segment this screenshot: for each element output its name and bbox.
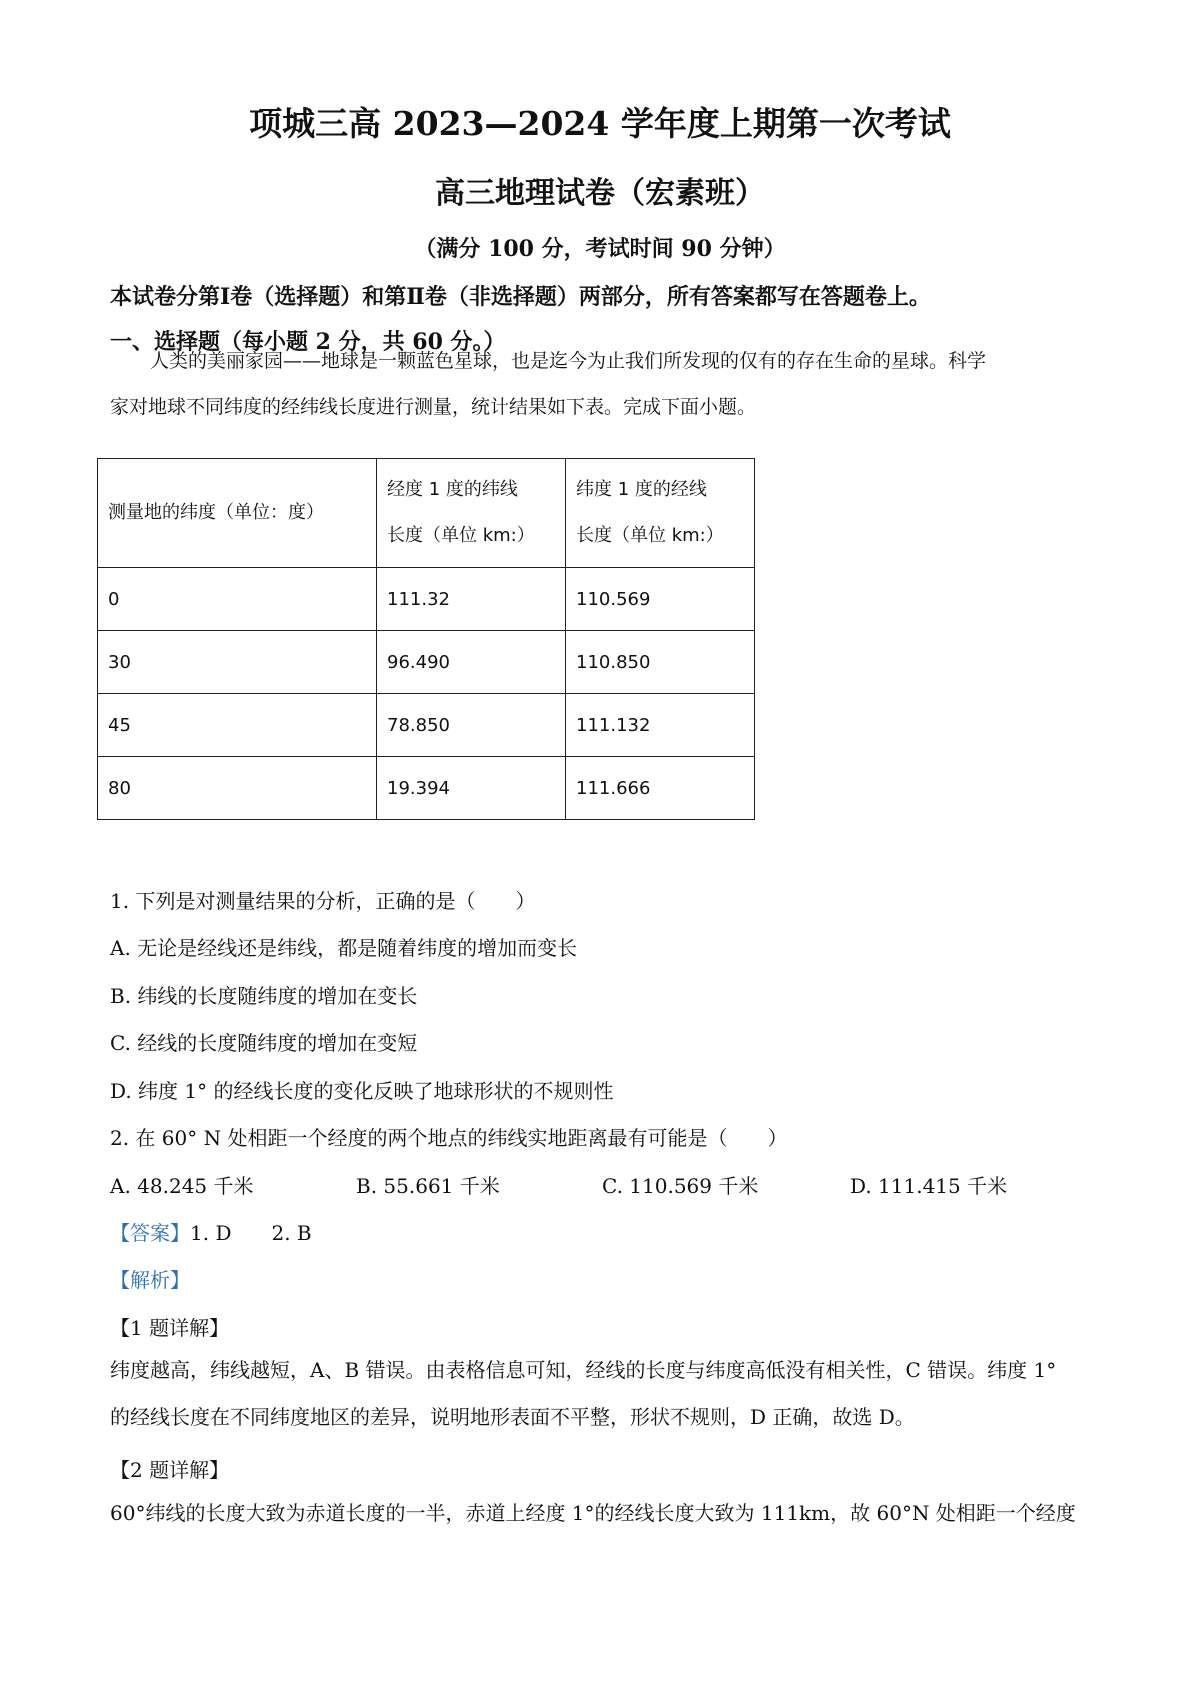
q1-detail-line-2: 的经线长度在不同纬度地区的差异，说明地形表面不平整，形状不规则，D 正确，故选 D。 — [110, 1405, 915, 1429]
table-cell: 111.32 — [377, 568, 566, 631]
header-text: 长度（单位 km:） — [576, 525, 724, 546]
table-row — [98, 631, 755, 694]
q1-detail-line-1: 纬度越高，纬线越短，A、B 错误。由表格信息可知，经线的长度与纬度高低没有相关性，C 错误。纬度 1° — [110, 1358, 1057, 1382]
question-2-option-a: A. 48.245 千米 — [110, 1174, 254, 1198]
exam-subtitle: 高三地理试卷（宏素班） — [435, 176, 765, 211]
header-latitude-length — [566, 459, 755, 568]
table-row — [98, 568, 755, 631]
table-cell: 111.666 — [566, 757, 755, 820]
table-cell: 110.569 — [566, 568, 755, 631]
question-1-option-a: A. 无论是经线还是纬线，都是随着纬度的增加而变长 — [110, 936, 578, 960]
question-2-option-b: B. 55.661 千米 — [356, 1174, 500, 1198]
header-latitude: 测量地的纬度（单位：度） — [98, 459, 377, 568]
q1-detail-heading: 【1 题详解】 — [110, 1316, 230, 1340]
question-2-option-c: C. 110.569 千米 — [602, 1174, 759, 1198]
answer-label: 【答案】 — [110, 1221, 190, 1245]
header-text: 长度（单位 km:） — [387, 525, 535, 546]
intro-line-2: 家对地球不同纬度的经纬线长度进行测量，统计结果如下表。完成下面小题。 — [110, 396, 757, 418]
answer-text: 1. D 2. B — [190, 1221, 312, 1245]
header-text: 经度 1 度的纬线 — [387, 479, 518, 500]
exam-title: 项城三高 2023—2024 学年度上期第一次考试 — [249, 104, 951, 143]
question-1-option-d: D. 纬度 1° 的经线长度的变化反映了地球形状的不规则性 — [110, 1079, 614, 1103]
intro-line-1: 人类的美丽家园——地球是一颗蓝色星球，也是迄今为止我们所发现的仅有的存在生命的星球。科学 — [150, 350, 987, 372]
answer-line — [110, 1217, 312, 1246]
table-row — [98, 694, 755, 757]
q2-detail-text — [110, 1490, 1100, 1537]
question-1-option-c: C. 经线的长度随纬度的增加在变短 — [110, 1031, 418, 1055]
question-2-stem: 2. 在 60° N 处相距一个经度的两个地点的纬线实地距离最有可能是（ ） — [110, 1126, 788, 1150]
analysis-label: 【解析】 — [110, 1268, 190, 1292]
table-cell: 30 — [98, 631, 377, 694]
header-text: 纬度 1 度的经线 — [576, 479, 707, 500]
question-1-stem: 1. 下列是对测量结果的分析，正确的是（ ） — [110, 889, 536, 913]
table-row — [98, 757, 755, 820]
table-cell: 78.850 — [377, 694, 566, 757]
question-2-option-d: D. 111.415 千米 — [850, 1174, 1008, 1198]
header-longitude-length — [377, 459, 566, 568]
table-cell: 0 — [98, 568, 377, 631]
q1-detail-text — [110, 1347, 1100, 1441]
q2-detail-heading: 【2 题详解】 — [110, 1458, 230, 1482]
intro-passage — [110, 338, 1100, 430]
table-cell: 80 — [98, 757, 377, 820]
measurement-table — [97, 458, 755, 820]
table-cell: 96.490 — [377, 631, 566, 694]
section-title: 一、选择题（每小题 2 分，共 60 分。） — [110, 329, 506, 355]
table-header-row — [98, 459, 755, 568]
question-1-option-b: B. 纬线的长度随纬度的增加在变长 — [110, 984, 418, 1008]
exam-meta: （满分 100 分，考试时间 90 分钟） — [414, 236, 786, 262]
table-cell: 110.850 — [566, 631, 755, 694]
q2-detail-line-1: 60°纬线的长度大致为赤道长度的一半，赤道上经度 1°的经线长度大致为 111km，故 60°N 处相距一个经度 — [110, 1501, 1076, 1525]
table-cell: 19.394 — [377, 757, 566, 820]
table-cell: 111.132 — [566, 694, 755, 757]
table-cell: 45 — [98, 694, 377, 757]
instruction: 本试卷分第Ⅰ卷（选择题）和第Ⅱ卷（非选择题）两部分，所有答案都写在答题卷上。 — [110, 284, 931, 310]
